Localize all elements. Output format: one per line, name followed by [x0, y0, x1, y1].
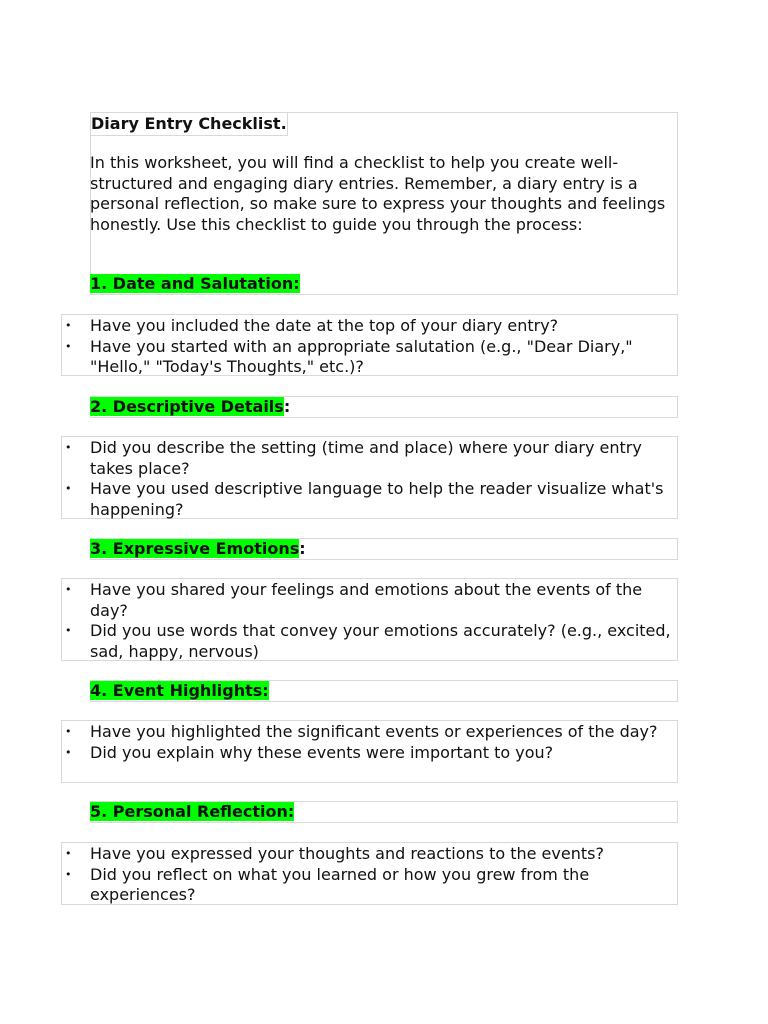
section-heading-2-box: [90, 396, 678, 418]
list-item: [62, 621, 677, 662]
section-2-list: [61, 436, 678, 519]
list-item-text: Have you started with an appropriate salutation (e.g., "Dear Diary," "Hello," "Today's Thoughts," etc.)?: [90, 336, 633, 376]
section-1-list: [61, 314, 678, 376]
list-item-text: Have you shared your feelings and emotions about the events of the day?: [90, 580, 643, 620]
section-heading-4: [90, 681, 269, 702]
list-item: [62, 580, 677, 621]
intro-box: [90, 112, 678, 295]
section-heading-2-tail: :: [283, 397, 291, 416]
bullet-icon: •: [65, 482, 72, 495]
section-heading-2: [90, 397, 290, 418]
list-item: [62, 337, 677, 378]
intro-paragraph: In this worksheet, you will find a checklist to help you create well-structured and engaging diary entries. Remember, a diary entry is a personal reflection, so make sure to express your thoughts and feelings honestly. Use this checklist to guide you through the process:: [90, 153, 666, 234]
list-item: [62, 722, 677, 743]
section-heading-4-box: [90, 680, 678, 702]
bullet-icon: •: [65, 319, 72, 332]
list-item: [62, 438, 677, 479]
list-item-text: Have you used descriptive language to help the reader visualize what's happening?: [90, 479, 664, 519]
section-4-list: [61, 720, 678, 783]
bullet-icon: •: [65, 745, 72, 759]
bullet-icon: •: [65, 847, 72, 860]
section-heading-1-highlight: 1. Date and Salutation:: [90, 274, 300, 293]
list-item: [62, 844, 677, 865]
bullet-icon: •: [65, 583, 72, 596]
bullet-icon: •: [65, 339, 72, 353]
list-item: [62, 743, 677, 764]
list-item-text: Did you use words that convey your emotions accurately? (e.g., excited, sad, happy, nervous): [90, 621, 671, 661]
page-title: Diary Entry Checklist.: [91, 114, 287, 133]
section-heading-5-highlight: 5. Personal Reflection:: [90, 802, 295, 821]
list-item: [62, 479, 677, 520]
section-heading-2-highlight: 2. Descriptive Details: [90, 397, 284, 416]
section-heading-3-tail: :: [299, 539, 306, 558]
list-item-text: Did you explain why these events were important to you?: [90, 742, 554, 762]
section-heading-5: [90, 802, 294, 823]
section-5-list: [61, 842, 678, 905]
bullet-icon: •: [65, 867, 72, 881]
bullet-icon: •: [65, 725, 72, 738]
title-box: [90, 112, 288, 136]
list-item-text: Did you describe the setting (time and place) where your diary entry takes place?: [90, 438, 642, 478]
section-heading-3-box: [90, 538, 678, 560]
section-heading-3-highlight: 3. Expressive Emotions: [90, 539, 300, 558]
section-heading-3: [90, 539, 306, 560]
section-3-list: [61, 578, 678, 661]
section-heading-5-box: [90, 801, 678, 823]
bullet-icon: •: [65, 441, 72, 454]
list-item-text: Have you included the date at the top of your diary entry?: [90, 316, 559, 335]
list-item-text: Did you reflect on what you learned or how you grew from the experiences?: [90, 864, 590, 904]
list-item: [62, 316, 677, 337]
list-item-text: Have you expressed your thoughts and reactions to the events?: [90, 844, 604, 863]
list-item-text: Have you highlighted the significant events or experiences of the day?: [90, 722, 658, 741]
list-item: [62, 865, 677, 906]
section-heading-4-highlight: 4. Event Highlights:: [90, 681, 269, 700]
section-heading-1: [90, 274, 300, 295]
bullet-icon: •: [65, 624, 72, 637]
